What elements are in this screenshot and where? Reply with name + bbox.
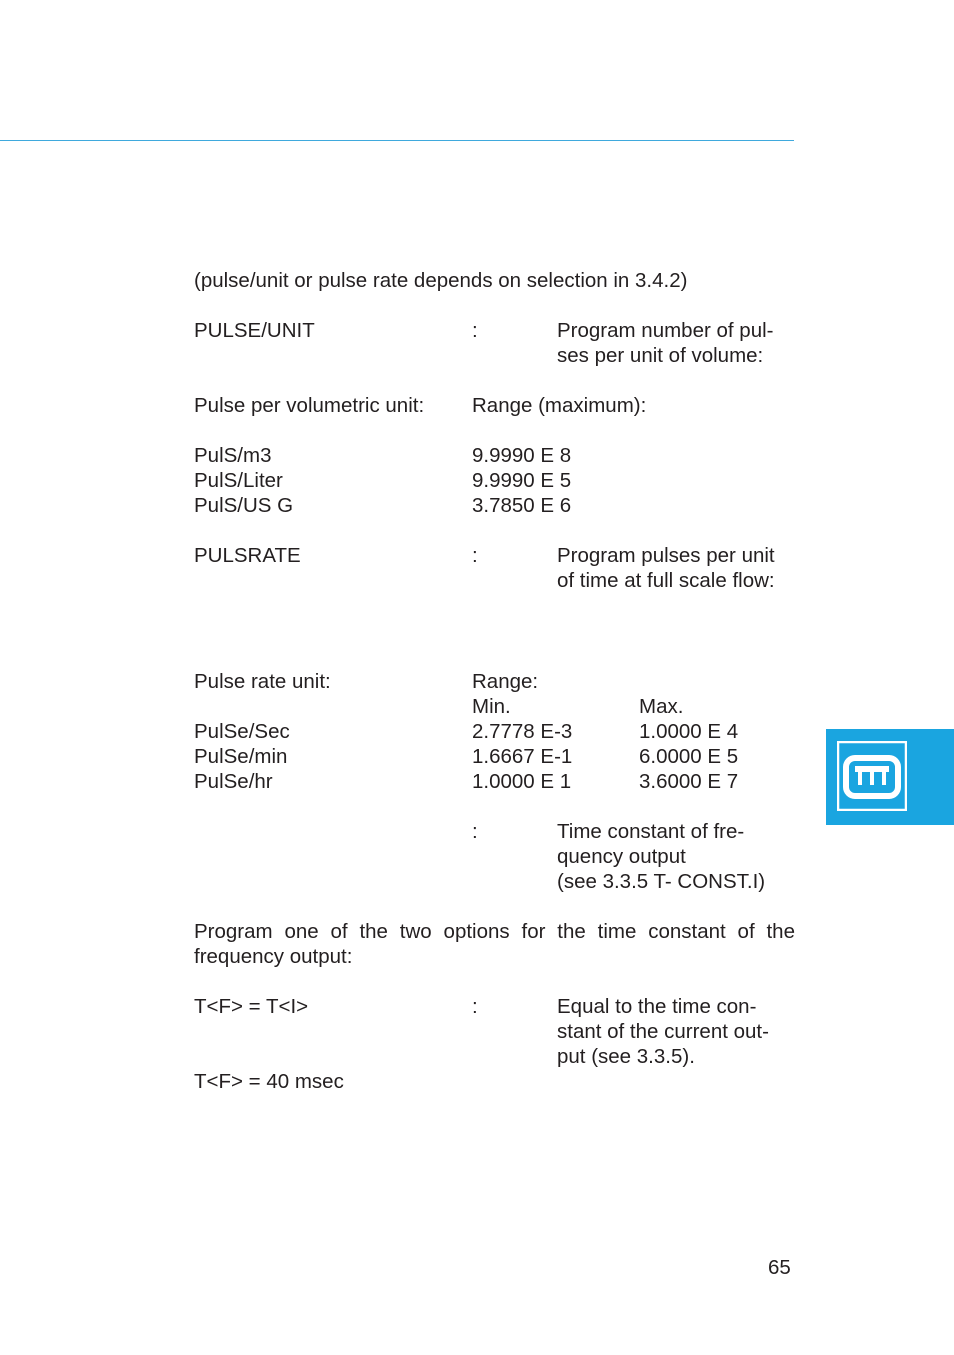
time-constant-colon: :	[472, 820, 478, 843]
program-text-line2: frequency output:	[194, 945, 353, 968]
rate-row-unit: PulSe/hr	[194, 770, 273, 793]
rate-header-right: Range:	[472, 670, 539, 693]
rate-row-min: 1.6667 E-1	[472, 745, 573, 768]
option1-desc-line1: Equal to the time con-	[557, 995, 757, 1018]
pulsrate-label: PULSRATE	[194, 544, 301, 567]
display-keypad-icon	[837, 741, 907, 811]
pulse-unit-desc-line2: ses per unit of volume:	[557, 344, 764, 367]
time-constant-desc-line3: (see 3.3.5 T- CONST.I)	[557, 870, 766, 893]
rate-row-min: 2.7778 E-3	[472, 720, 573, 743]
rate-row-min: 1.0000 E 1	[472, 770, 572, 793]
option2-label: T<F> = 40 msec	[194, 1070, 344, 1093]
intro-text: (pulse/unit or pulse rate depends on selection in 3.4.2)	[194, 269, 688, 292]
volumetric-row-unit: PulS/m3	[194, 444, 272, 467]
pulsrate-desc-line1: Program pulses per unit	[557, 544, 775, 567]
rate-row-max: 1.0000 E 4	[639, 720, 739, 743]
rate-row-unit: PulSe/min	[194, 745, 288, 768]
section-tab	[826, 729, 954, 825]
rate-row-max: 3.6000 E 7	[639, 770, 739, 793]
volumetric-row-max: 9.9990 E 5	[472, 469, 572, 492]
pulsrate-colon: :	[472, 544, 478, 567]
rate-header-left: Pulse rate unit:	[194, 670, 331, 693]
volumetric-header-right: Range (maximum):	[472, 394, 647, 417]
program-text-line1: Program one of the two options for the time constant of the	[194, 920, 795, 943]
pulse-unit-label: PULSE/UNIT	[194, 319, 315, 342]
option1-label: T<F> = T<I>	[194, 995, 309, 1018]
pulse-unit-desc-line1: Program number of pul-	[557, 319, 774, 342]
volumetric-row-unit: PulS/Liter	[194, 469, 283, 492]
header-rule	[0, 140, 794, 141]
volumetric-row-unit: PulS/US G	[194, 494, 294, 517]
time-constant-desc-line2: quency output	[557, 845, 686, 868]
volumetric-row-max: 3.7850 E 6	[472, 494, 572, 517]
pulse-unit-colon: :	[472, 319, 478, 342]
rate-col-max: Max.	[639, 695, 684, 718]
option1-desc-line2: stant of the current out-	[557, 1020, 769, 1043]
rate-row-unit: PulSe/Sec	[194, 720, 290, 743]
volumetric-header-left: Pulse per volumetric unit:	[194, 394, 425, 417]
time-constant-desc-line1: Time constant of fre-	[557, 820, 745, 843]
page-number: 65	[768, 1256, 791, 1279]
rate-col-min: Min.	[472, 695, 511, 718]
rate-row-max: 6.0000 E 5	[639, 745, 739, 768]
pulsrate-desc-line2: of time at full scale flow:	[557, 569, 775, 592]
volumetric-row-max: 9.9990 E 8	[472, 444, 572, 467]
option1-colon: :	[472, 995, 478, 1018]
option1-desc-line3: put (see 3.3.5).	[557, 1045, 695, 1068]
